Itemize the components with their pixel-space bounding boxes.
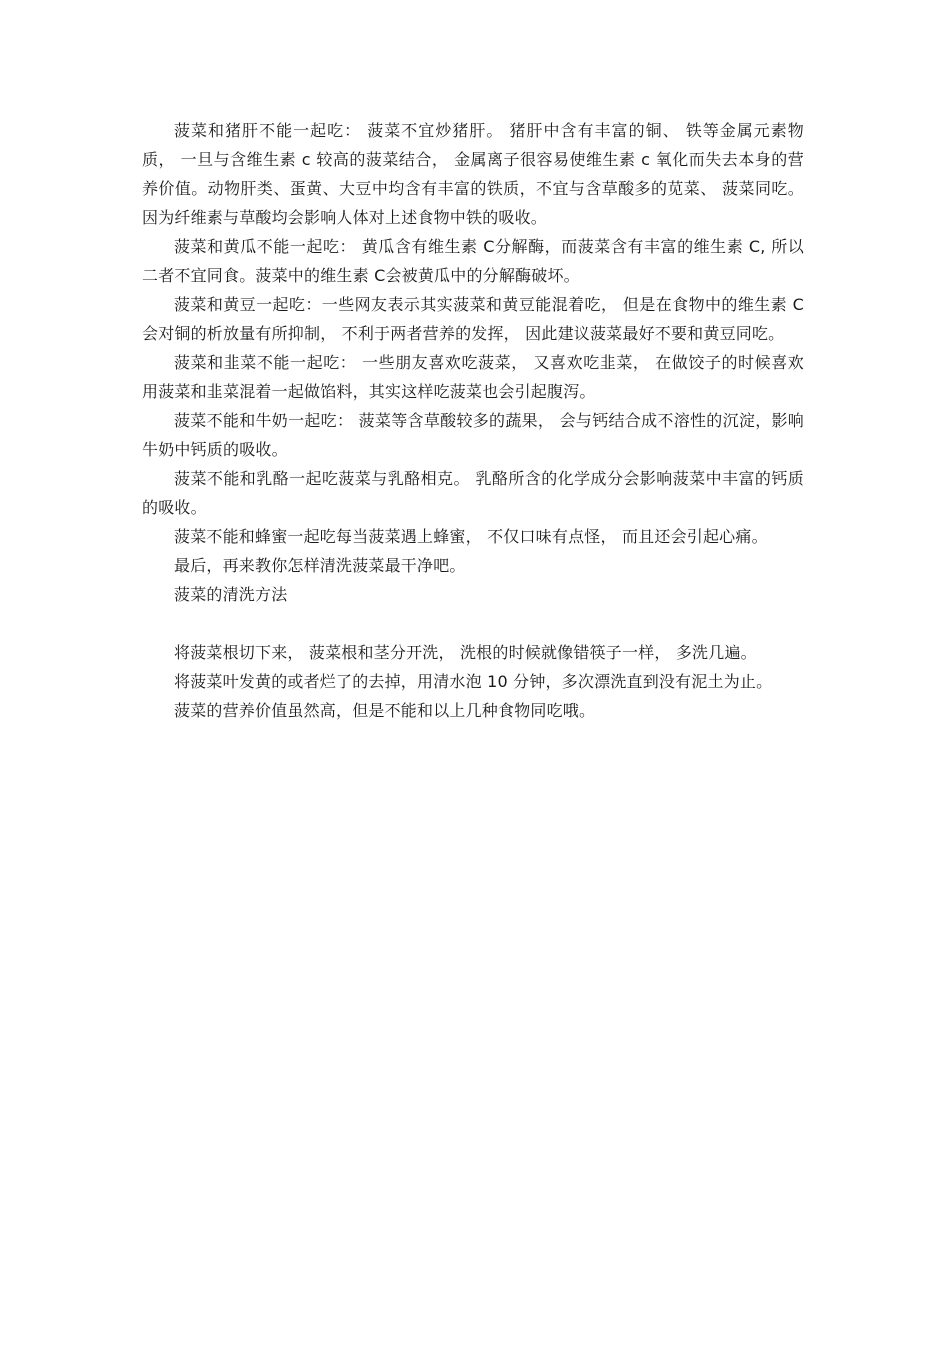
blank-line (142, 609, 804, 638)
paragraph-cleaning-roots: 将菠菜根切下来， 菠菜根和茎分开洗， 洗根的时候就像错筷子一样， 多洗几遍。 (174, 643, 757, 662)
paragraph-spinach-milk: 菠菜不能和牛奶一起吃： 菠菜等含草酸较多的蔬果， 会与钙结合成不溶性的沉淀，影响牛奶中钙质的吸收。 (142, 411, 804, 459)
paragraph-spinach-honey: 菠菜不能和蜂蜜一起吃每当菠菜遇上蜂蜜， 不仅口味有点怪， 而且还会引起心痛。 (174, 527, 768, 546)
paragraph-spinach-pork-liver: 菠菜和猪肝不能一起吃： 菠菜不宜炒猪肝。 猪肝中含有丰富的铜、 铁等金属元素物质， 一旦与含维生素 c 较高的菠菜结合， 金属离子很容易使维生素 c 氧化而失去本身的营养价值。动物肝类、蛋黄、大豆中均含有丰富的铁质，不宜与含草酸多的苋菜、 菠菜同吃。因为纤维素与草酸均会影响人体对上述食物中铁的吸收。 (142, 121, 804, 227)
paragraph-spinach-chives: 菠菜和韭菜不能一起吃： 一些朋友喜欢吃菠菜， 又喜欢吃韭菜， 在做饺子的时候喜欢用菠菜和韭菜混着一起做馅料，其实这样吃菠菜也会引起腹泻。 (142, 353, 804, 401)
paragraph-spinach-cheese: 菠菜不能和乳酪一起吃菠菜与乳酪相克。 乳酪所含的化学成分会影响菠菜中丰富的钙质的吸收。 (142, 469, 804, 517)
paragraph-conclusion: 菠菜的营养价值虽然高，但是不能和以上几种食物同吃哦。 (174, 701, 596, 720)
paragraph-closing-intro: 最后，再来教你怎样清洗菠菜最干净吧。 (174, 556, 466, 575)
paragraph-spinach-soybean: 菠菜和黄豆一起吃：一些网友表示其实菠菜和黄豆能混着吃， 但是在食物中的维生素 C会对铜的析放量有所抑制， 不利于两者营养的发挥， 因此建议菠菜最好不要和黄豆同吃。 (142, 295, 804, 343)
paragraph-spinach-cucumber: 菠菜和黄瓜不能一起吃： 黄瓜含有维生素 C分解酶，而菠菜含有丰富的维生素 C, 所以二者不宜同食。菠菜中的维生素 C会被黄瓜中的分解酶破坏。 (142, 237, 804, 285)
paragraph-cleaning-leaves: 将菠菜叶发黄的或者烂了的去掉，用清水泡 10 分钟，多次漂洗直到没有泥土为止。 (174, 672, 773, 691)
section-heading-cleaning-method: 菠菜的清洗方法 (174, 585, 288, 604)
document-page (142, 116, 804, 725)
